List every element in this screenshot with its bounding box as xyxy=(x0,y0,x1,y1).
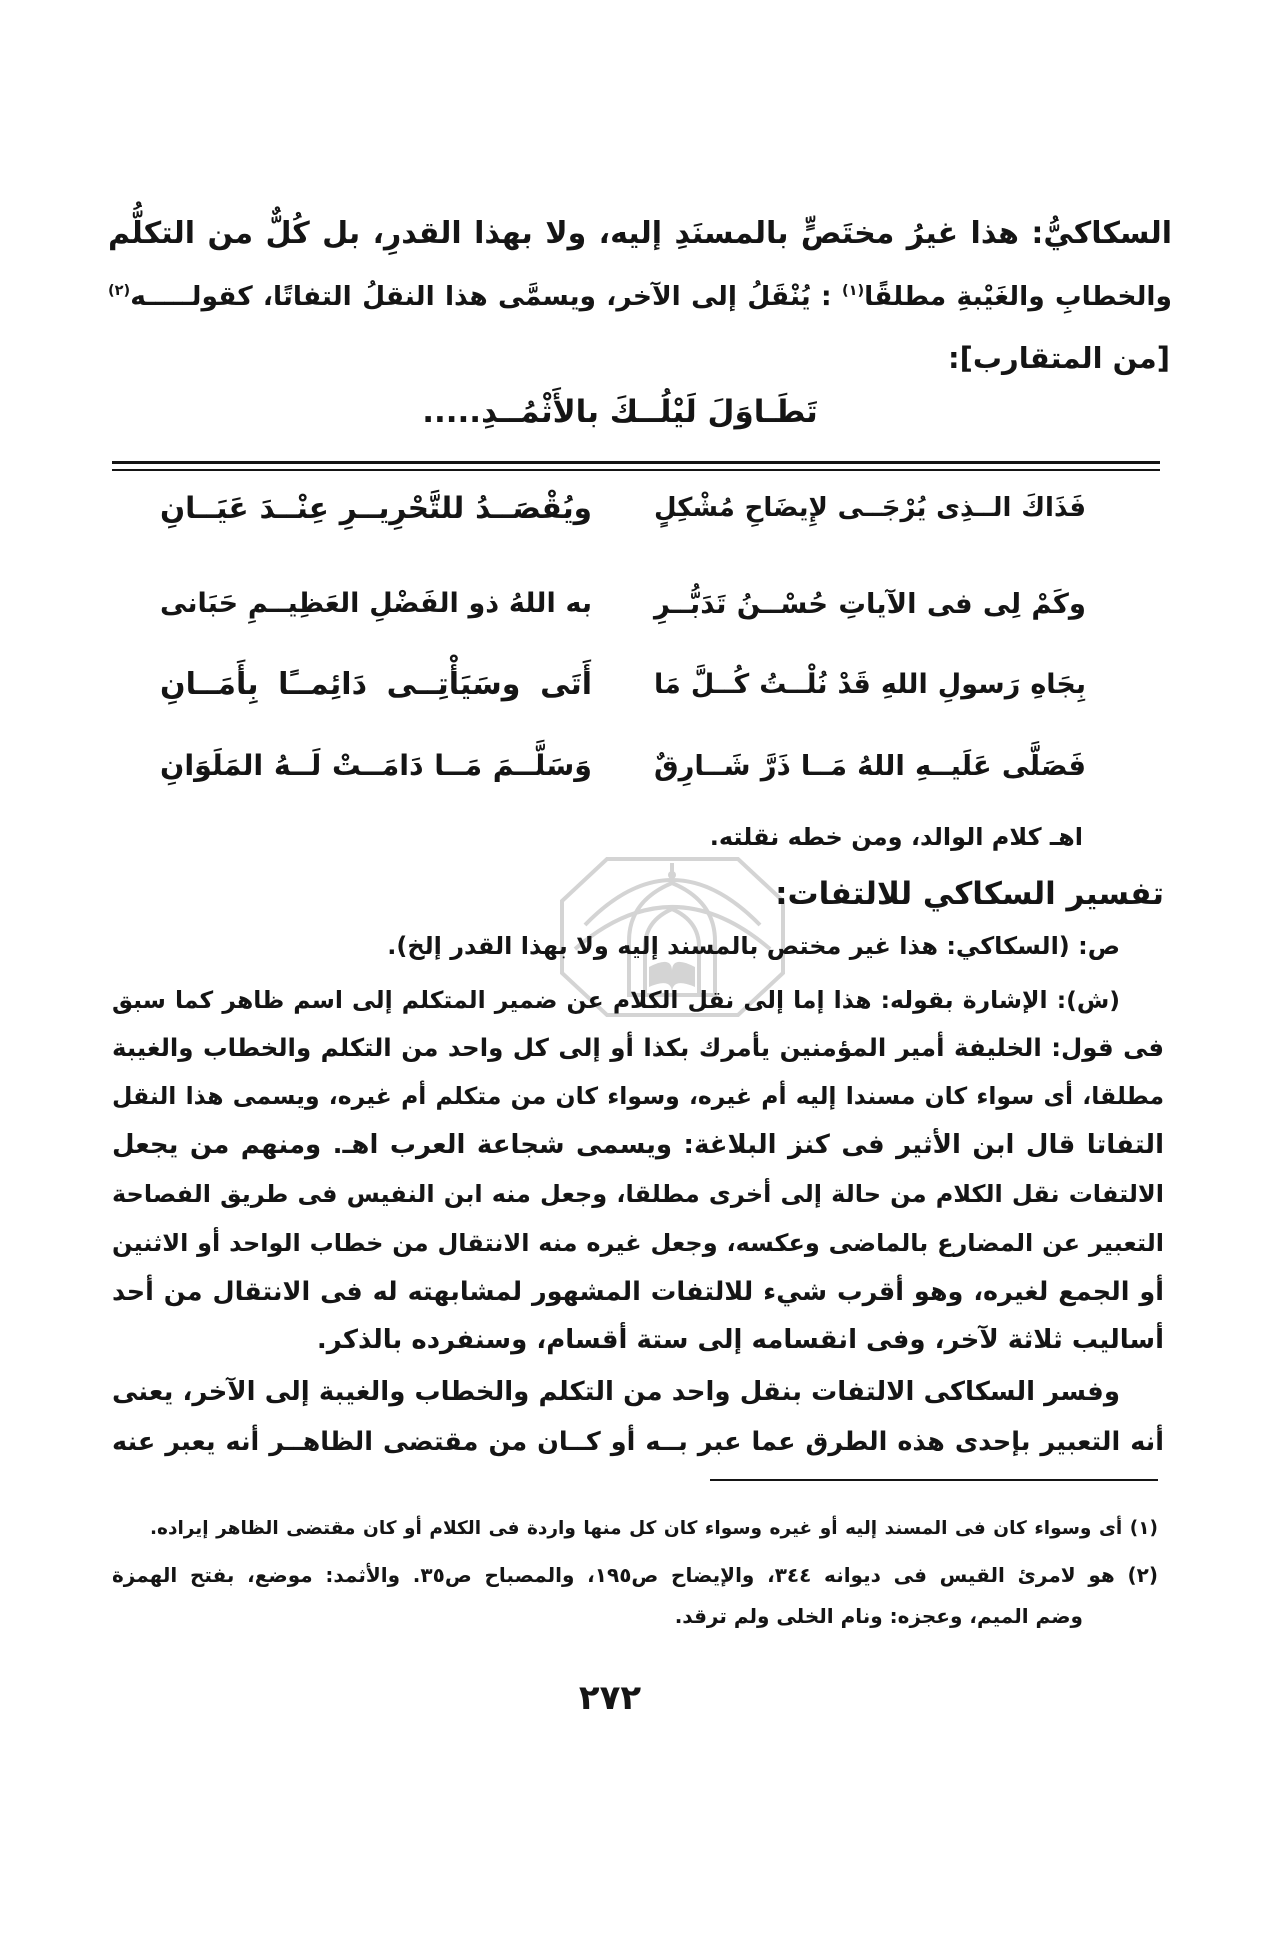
poem-ajuz-1: ويُقْصَــدُ للتَّحْرِيــرِ عِنْــدَ عَيَــانِ xyxy=(160,491,592,525)
page-number: ٢٧٢ xyxy=(578,1678,642,1718)
intro-line-2 xyxy=(108,271,1172,323)
footnote-ref-2: (٢) xyxy=(108,282,131,300)
footnote-separator xyxy=(710,1479,1158,1481)
intro-line-2-text-a: والخطابِ والغَيْبةِ مطلقًا xyxy=(864,281,1172,312)
para2-line-2: أنه التعبير بإحدى هذه الطرق عما عبر بــه أو كــان من مقتضى الظاهــر أنه يعبر عنه xyxy=(112,1427,1164,1457)
section-heading: تفسير السكاكي للالتفات: xyxy=(775,876,1164,912)
poem-note: اهـ كلام الوالد، ومن خطه نقلته. xyxy=(709,823,1083,851)
matn-quote: ص: (السكاكي: هذا غير مختص بالمسند إليه ولا بهذا القدر إلخ). xyxy=(387,932,1120,960)
sharh-line-7: أو الجمع لغيره، وهو أقرب شيء للالتفات المشهور لمشابهته له فى الانتقال من أحد xyxy=(112,1277,1164,1307)
poem-sadr-1: فَذَاكَ الــذِى يُرْجَــى لإِيضَاحِ مُشْكِلٍ xyxy=(654,493,1086,523)
meter-label: [من المتقارب]: xyxy=(948,341,1170,375)
intro-line-1: السكاكيُّ: هذا غيرُ مختَصٍّ بالمسنَدِ إليه، ولا بهذا القدرِ، بل كُلٌّ من التكلُّم xyxy=(108,216,1172,251)
separator-rule-thick xyxy=(112,461,1160,464)
footnote-2-line-1: (٢) هو لامرئ القيس فى ديوانه ٣٤٤، والإيضاح ص١٩٥، والمصباح ص٣٥. والأثمد: موضع، بفتح الهمزة xyxy=(112,1563,1159,1587)
intro-line-2-text-b: : يُنْقَلُ إلى الآخر، ويسمَّى هذا النقلُ التفاتًا، كقولـــــه xyxy=(130,281,842,312)
poem-ajuz-4: وَسَلَّــمَ مَــا دَامَــتْ لَــهُ المَلَوَانِ xyxy=(160,749,592,782)
quoted-verse: تَطَـاوَلَ لَيْلُــكَ بالأَثْمُــدِ..... xyxy=(422,394,818,430)
para2-line-1: وفسر السكاكى الالتفات بنقل واحد من التكلم والخطاب والغيبة إلى الآخر، يعنى xyxy=(112,1377,1120,1407)
poem-sadr-4: فَصَلَّى عَلَيــهِ اللهُ مَــا ذَرَّ شَــارِقٌ xyxy=(654,750,1086,782)
sharh-line-2: فى قول: الخليفة أمير المؤمنين يأمرك بكذا أو إلى كل واحد من التكلم والخطاب والغيبة xyxy=(112,1033,1164,1062)
footnote-2-line-2: وضم الميم، وعجزه: ونام الخلى ولم ترقد. xyxy=(674,1604,1083,1628)
sharh-line-1: (ش): الإشارة بقوله: هذا إما إلى نقل الكلام عن ضمير المتكلم إلى اسم ظاهر كما سبق xyxy=(112,986,1120,1014)
poem-sadr-3: بِجَاهِ رَسولِ اللهِ قَدْ نُلْــتُ كُــلَّ مَا xyxy=(654,669,1086,700)
sharh-line-6: التعبير عن المضارع بالماضى وعكسه، وجعل غيره منه الانتقال من خطاب الواحد أو الاثنين xyxy=(112,1229,1164,1257)
sharh-line-8: أساليب ثلاثة لآخر، وفى انقسامه إلى ستة أقسام، وسنفرده بالذكر. xyxy=(316,1325,1164,1355)
sharh-line-3: مطلقا، أى سواء كان مسندا إليه أم غيره، وسواء كان من متكلم أم غيره، ويسمى هذا النقل xyxy=(112,1082,1164,1110)
footnote-ref-1: (١) xyxy=(841,282,865,300)
sharh-line-5: الالتفات نقل الكلام من حالة إلى أخرى مطلقا، وجعل منه ابن النفيس فى طريق الفصاحة xyxy=(112,1180,1164,1208)
poem-ajuz-3: أَتَى وسَيَأْتِــى دَائِمــًا بِأَمَــانِ xyxy=(160,667,592,702)
poem-ajuz-2: به اللهُ ذو الفَضْلِ العَظِيــمِ حَبَانى xyxy=(160,588,592,619)
separator-rule-thin xyxy=(112,469,1160,471)
sharh-line-4: التفاتا قال ابن الأثير فى كنز البلاغة: ويسمى شجاعة العرب اهـ. ومنهم من يجعل xyxy=(112,1130,1164,1160)
footnote-1: (١) أى وسواء كان فى المسند إليه أو غيره وسواء كان كل منها واردة فى الكلام أو كان مقتضى الظاهر إيراده. xyxy=(150,1518,1158,1539)
poem-sadr-2: وكَمْ لِى فى الآياتِ حُسْــنُ تَدَبُّــرِ xyxy=(654,588,1086,620)
